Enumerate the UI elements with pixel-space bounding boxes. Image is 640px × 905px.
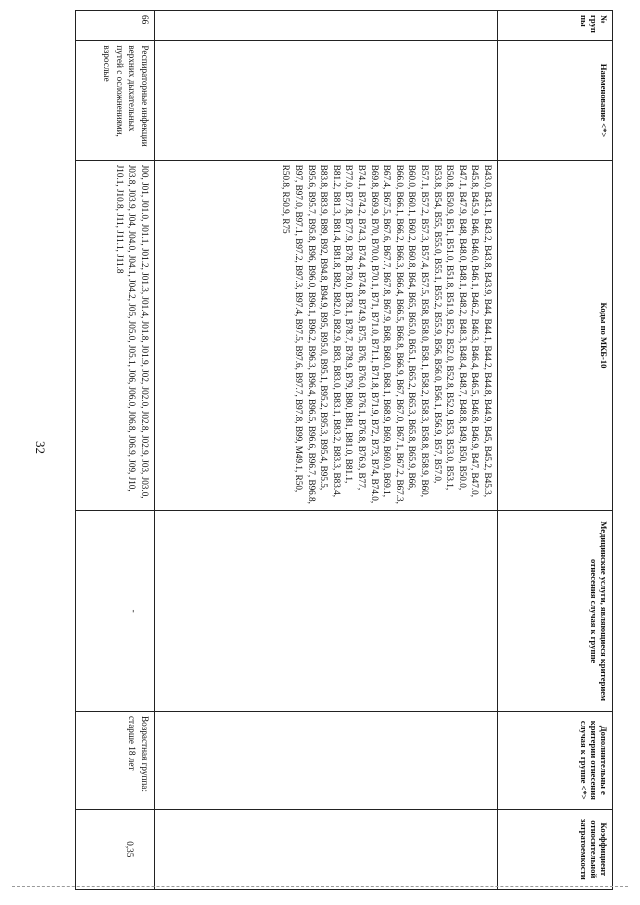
table-row bbox=[155, 11, 498, 890]
icd-codes-cell: B43.0, B43.1, B43.2, B43.8, B43.9, B44, B44.1, B44.2, B44.8, B44.9, B45, B45.2, B45.3, B45.8, B45.9, B46, B46.0, B46.1, B46.2, B46.3, B46.4, B46.5, B46.8, B46.9, B47, B47.0, B47.1, B47.9, B48, B48.0, B48.1, B48.2, B48.3, B48.4, B48.7, B48.8, B49, B50, B50.0, B50.8, B50.9, B51, B51.0, B51.8, B51.9, B52, B52.0, B52.8, B52.9, B53, B53.0, B53.1, B53.8, B54, B55, B55.0, B55.1, B55.2, B55.9, B56, B56.0, B56.1, B56.9, B57, B57.0, B57.1, B57.2, B57.3, B57.4, B57.5, B58, B58.0, B58.1, B58.2, B58.3, B58.8, B58.9, B60, B60.0, B60.1, B60.2, B60.8, B64, B65, B65.0, B65.1, B65.2, B65.3, B65.8, B65.9, B66, B66.0, B66.1, B66.2, B66.3, B66.4, B66.5, B66.8, B66.9, B67, B67.0, B67.1, B67.2, B67.3, B67.4, B67.5, B67.6, B67.7, B67.8, B67.9, B68, B68.0, B68.1, B68.9, B69, B69.0, B69.1, B69.8, B69.9, B70, B70.0, B70.1, B71, B71.0, B71.1, B71.8, B71.9, B72, B73, B74, B74.0, B74.1, B74.2, B74.3, B74.4, B74.8, B74.9, B75, B76, B76.0, B76.1, B76.8, B76.9, B77, B77.0, B77.8, B77.9, B78, B78.0, B78.1, B78.7, B78.9, B79, B80, B81, B81.0, B81.1, B81.2, B81.3, B81.4, B81.8, B82, B82.0, B82.9, B83, B83.0, B83.1, B83.2, B83.3, B83.4, B83.8, B83.9, B89, B92, B94.8, B94.9, B95, B95.0, B95.1, B95.2, B95.3, B95.4, B95.5, B95.6, B95.7, B95.8, B96, B96.0, B96.1, B96.2, B96.3, B96.4, B96.5, B96.6, B96.7, B96.8, B97, B97.0, B97.1, B97.2, B97.3, B97.4, B97.5, B97.6, B97.7, B97.8, B99, M49.1, R50, R50.8, R50.9, R75 bbox=[155, 160, 498, 511]
header-medical-services: Медицинские услуги, являющиеся критерием отнесения случая к группе bbox=[498, 511, 613, 712]
scan-edge-line bbox=[12, 886, 628, 888]
criteria-cell bbox=[155, 711, 498, 809]
icd-codes-cell: J00, J01, J01.0, J01.1, J01.2, J01.3, J01.4, J01.8, J01.9, J02, J02.0, J02.8, J02.9, J03, J03.0, J03.8, J03.9, J04, J04.0, J04.1, J04.2, J05, J05.0, J05.1, J06, J06.0, J06.8, J06.9, J09, J10, J10.1, J10.8, J11, J11.1, J11.8 bbox=[76, 160, 155, 511]
group-name-cell: Респираторные инфекции верхних дыхательных путей с осложнениями, взрослые bbox=[76, 41, 155, 160]
header-icd-codes: Коды по МКБ-10 bbox=[498, 160, 613, 511]
header-cost-coefficient: Коэффициент относительной затратоемкости bbox=[498, 809, 613, 889]
group-name-cell bbox=[155, 41, 498, 160]
services-cell: - bbox=[76, 511, 155, 712]
table-row bbox=[76, 11, 155, 890]
header-additional-criteria: Дополнительны е критерии отнесения случая к группе <*> bbox=[498, 711, 613, 809]
coefficient-cell bbox=[155, 809, 498, 889]
tariff-table bbox=[75, 10, 613, 890]
rotated-table-area bbox=[75, 10, 613, 890]
coefficient-cell: 0,35 bbox=[76, 809, 155, 889]
table-header-row bbox=[498, 11, 613, 890]
services-cell bbox=[155, 511, 498, 712]
criteria-cell: Возрастная группа: старше 18 лет bbox=[76, 711, 155, 809]
page-number: 32 bbox=[33, 441, 48, 454]
header-name: Наименование <*> bbox=[498, 41, 613, 160]
group-number-cell bbox=[155, 11, 498, 41]
group-number-cell: 66 bbox=[76, 11, 155, 41]
header-group-number: № груп пы bbox=[498, 11, 613, 41]
